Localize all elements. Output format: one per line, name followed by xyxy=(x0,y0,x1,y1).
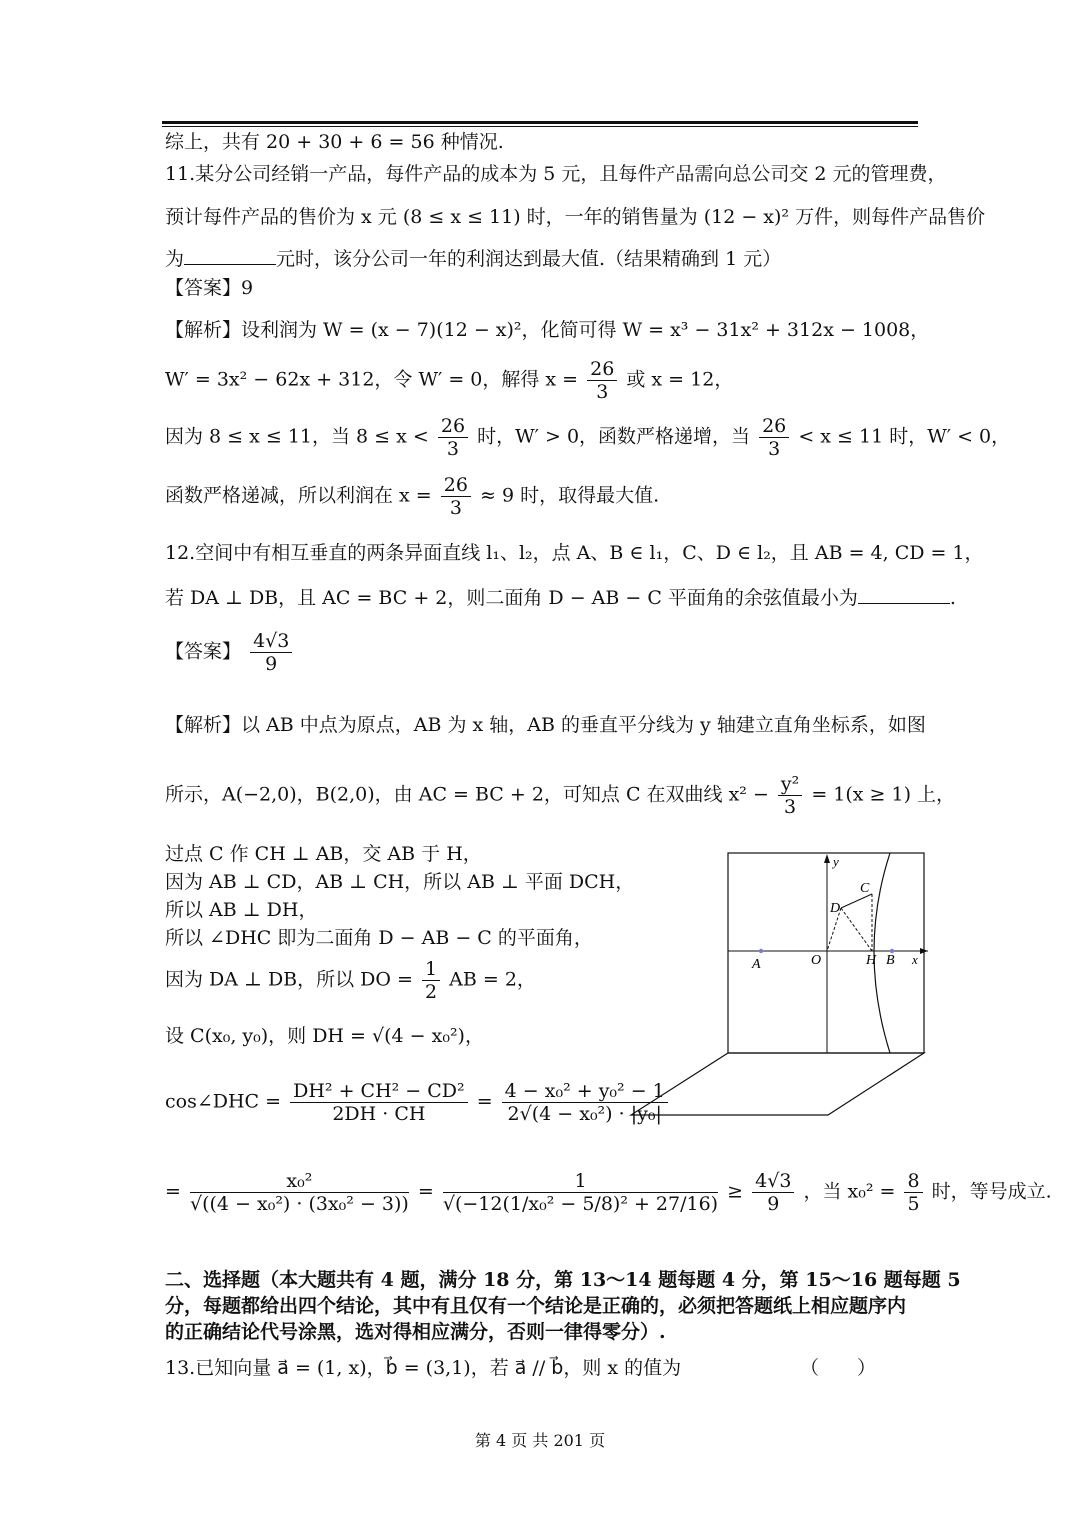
fraction-final-1 xyxy=(190,1170,409,1215)
fraction-num: 1 xyxy=(422,958,440,981)
segment-dh xyxy=(841,908,872,951)
question-11-line-3 xyxy=(165,246,781,271)
fraction-den: 3 xyxy=(449,497,462,519)
label-y: y xyxy=(833,854,839,869)
analysis-12-line-8 xyxy=(165,1024,484,1048)
text-line xyxy=(165,130,504,154)
line-text: W′ = 3x² − 62x + 312，令 W′ = 0，解得 x = xyxy=(165,368,579,391)
plane-horizontal xyxy=(631,1053,924,1115)
fraction-final-2 xyxy=(443,1170,718,1215)
fraction-num: 26 xyxy=(759,415,789,438)
line-text: 12.空间中有相互垂直的两条异面直线 l₁、l₂，点 A、B ∈ l₁，C、D ∈ l₂，且 AB = 4, CD = 1， xyxy=(165,542,984,564)
answer-text: 【答案】9 xyxy=(165,277,254,299)
line-text: 所以 AB ⊥ DH， xyxy=(165,899,318,921)
segment-dc xyxy=(841,894,872,908)
line-text: 13.已知向量 a⃗ = (1, x)，b⃗ = (3,1)，若 a⃗ // b⃗，则 x 的值为 xyxy=(165,1357,682,1379)
section-2-heading-2 xyxy=(165,1294,906,1318)
fraction-num: 4√3 xyxy=(250,630,292,653)
analysis-12-line-2 xyxy=(165,773,955,818)
line-text: 元时，该分公司一年的利润达到最大值.（结果精确到 1 元） xyxy=(276,248,782,270)
line-text: 11.某分公司经销一产品，每件产品的成本为 5 元，且每件产品需向总公司交 2 元的管理费， xyxy=(165,163,947,185)
line-text: 时，W′ > 0，函数严格递增，当 xyxy=(477,425,751,448)
section-2-heading-1 xyxy=(165,1268,961,1292)
fraction-26-3 xyxy=(438,415,468,460)
section-2-heading-3 xyxy=(165,1320,666,1344)
question-11-line-2 xyxy=(165,205,985,229)
fraction-den: 9 xyxy=(767,1193,780,1215)
line-text: ，当 x₀² = xyxy=(803,1180,896,1203)
answer-blank xyxy=(184,246,276,265)
fraction-den: √((4 − x₀²) · (3x₀² − 3)) xyxy=(189,1193,409,1215)
answer-blank xyxy=(858,585,950,604)
header-rule xyxy=(162,121,918,124)
line-text: 函数严格递减，所以利润在 x = xyxy=(165,484,432,507)
fraction-num: 8 xyxy=(904,1170,922,1193)
line-text: = 1(x ≥ 1) 上， xyxy=(811,783,956,806)
fraction-num: 26 xyxy=(438,415,468,438)
line-text: （ ） xyxy=(800,1357,877,1379)
line-text: 【解析】设利润为 W = (x − 7)(12 − x)²，化简可得 W = x³ − 31x² + 312x − 1008， xyxy=(165,319,930,341)
question-12-line-2 xyxy=(165,585,956,610)
line-text: 过点 C 作 CH ⊥ AB，交 AB 于 H， xyxy=(165,843,482,865)
fraction-den: 5 xyxy=(907,1193,920,1215)
line-text: 或 x = 12， xyxy=(626,368,734,391)
fraction-num: y² xyxy=(778,773,802,796)
answer-11 xyxy=(165,276,253,300)
fraction-26-3 xyxy=(587,358,617,403)
fraction-den: √(−12(1/x₀² − 5/8)² + 27/16) xyxy=(442,1193,719,1215)
page-footer xyxy=(0,1428,1080,1451)
label-d: D xyxy=(830,901,841,916)
analysis-12-line-7 xyxy=(165,958,536,1003)
line-text: = xyxy=(476,1090,493,1113)
line-text: 因为 DA ⊥ DB，所以 DO = xyxy=(165,968,413,991)
line-text: 分，每题都给出四个结论，其中有且仅有一个结论是正确的，必须把答题纸上相应题序内 xyxy=(165,1295,907,1317)
line-text: 二、选择题（本大题共有 4 题，满分 18 分，第 13～14 题每题 4 分，第 15～16 题每题 5 xyxy=(165,1269,961,1291)
y-axis-arrow xyxy=(824,854,830,863)
fraction-26-3 xyxy=(441,474,471,519)
line-text: = xyxy=(165,1180,181,1203)
point-a-marker xyxy=(759,949,763,953)
analysis-12-line-1 xyxy=(165,713,926,737)
fraction-answer xyxy=(250,630,292,675)
fraction-num: DH² + CH² − CD² xyxy=(290,1080,468,1103)
analysis-12-line-6 xyxy=(165,926,593,950)
fraction-den: 9 xyxy=(265,653,278,675)
fraction-den: 3 xyxy=(596,381,609,403)
fraction-num: 4√3 xyxy=(752,1170,794,1193)
analysis-12-final-line xyxy=(165,1170,1052,1215)
line-text: < x ≤ 11 时，W′ < 0， xyxy=(798,425,1011,448)
fraction-den: 3 xyxy=(768,438,781,460)
line-text: cos∠DHC = xyxy=(165,1090,282,1113)
fraction-num: 4 − x₀² + y₀² − 1 xyxy=(502,1080,668,1103)
analysis-12-line-3 xyxy=(165,842,482,866)
label-h: H xyxy=(866,953,877,968)
fraction-1-2 xyxy=(422,958,440,1003)
fraction-26-3 xyxy=(759,415,789,460)
analysis-11-line-2 xyxy=(165,358,733,403)
line-text: ≈ 9 时，取得最大值. xyxy=(480,484,660,507)
fraction-den: 3 xyxy=(446,438,460,460)
fraction-num: 26 xyxy=(587,358,617,381)
line-text: 因为 AB ⊥ CD，AB ⊥ CH，所以 AB ⊥ 平面 DCH， xyxy=(165,871,635,893)
choice-parens xyxy=(800,1356,876,1380)
answer-12 xyxy=(165,630,295,675)
analysis-12-line-4 xyxy=(165,870,634,894)
label-o: O xyxy=(811,953,822,968)
line-text: = xyxy=(417,1180,434,1203)
footer-text: 第 4 页 共 201 页 xyxy=(474,1431,606,1450)
header-rule-thin xyxy=(162,126,918,127)
fraction-den: 2 xyxy=(425,981,438,1003)
line-text: 所示，A(−2,0)，B(2,0)，由 AC = BC + 2，可知点 C 在双曲线 x² − xyxy=(165,783,769,806)
line-text: 因为 8 ≤ x ≤ 11，当 8 ≤ x < xyxy=(165,425,429,448)
plane-vertical xyxy=(728,853,924,1053)
fraction-den: 2DH · CH xyxy=(332,1103,426,1125)
question-12-line-1 xyxy=(165,541,984,565)
line-text: ≥ xyxy=(727,1180,744,1203)
analysis-11-line-3 xyxy=(165,415,1010,460)
fraction-answer xyxy=(752,1170,794,1215)
line-text: 的正确结论代号涂黑，选对得相应满分，否则一律得零分）. xyxy=(165,1321,666,1343)
line-text: 预计每件产品的售价为 x 元 (8 ≤ x ≤ 11) 时，一年的销售量为 (12 − x)² 万件，则每件产品售价 xyxy=(165,206,986,228)
line-text: AB = 2， xyxy=(449,968,536,991)
line-text: 综上，共有 20 + 30 + 6 = 56 种情况. xyxy=(165,131,504,153)
label-x: x xyxy=(912,952,918,967)
question-13-line xyxy=(165,1356,681,1380)
question-11-line-1 xyxy=(165,162,947,186)
fraction-8-5 xyxy=(904,1170,922,1215)
line-text: 为 xyxy=(165,248,185,270)
analysis-12-cos-line xyxy=(165,1080,671,1125)
fraction-den: 3 xyxy=(784,796,797,818)
line-text: 若 DA ⊥ DB，且 AC = BC + 2，则二面角 D − AB − C 平面角的余弦值最小为 xyxy=(165,587,858,609)
line-text: 设 C(x₀, y₀)，则 DH = √(4 − x₀²)， xyxy=(165,1025,484,1047)
analysis-11-line-4 xyxy=(165,474,659,519)
label-c: C xyxy=(860,881,870,896)
label-a: A xyxy=(752,957,761,972)
line-text: . xyxy=(949,587,956,609)
fraction-num: x₀² xyxy=(190,1170,409,1193)
geometry-figure xyxy=(628,850,928,1120)
fraction-cos-1 xyxy=(290,1080,468,1125)
fraction-y2-3 xyxy=(778,773,802,818)
answer-label: 【答案】 xyxy=(165,640,242,663)
label-b: B xyxy=(886,953,895,968)
line-text: 时，等号成立. xyxy=(931,1180,1052,1203)
fraction-num: 26 xyxy=(441,474,471,497)
line-text: 【解析】以 AB 中点为原点，AB 为 x 轴，AB 的垂直平分线为 y 轴建立直角坐标系，如图 xyxy=(165,714,926,736)
fraction-den: 2√(4 − x₀²) · |y₀| xyxy=(507,1103,662,1125)
analysis-11-line-1 xyxy=(165,318,929,342)
line-text: 所以 ∠DHC 即为二面角 D − AB − C 的平面角， xyxy=(165,927,593,949)
fraction-num: 1 xyxy=(443,1170,718,1193)
analysis-12-line-5 xyxy=(165,898,317,922)
